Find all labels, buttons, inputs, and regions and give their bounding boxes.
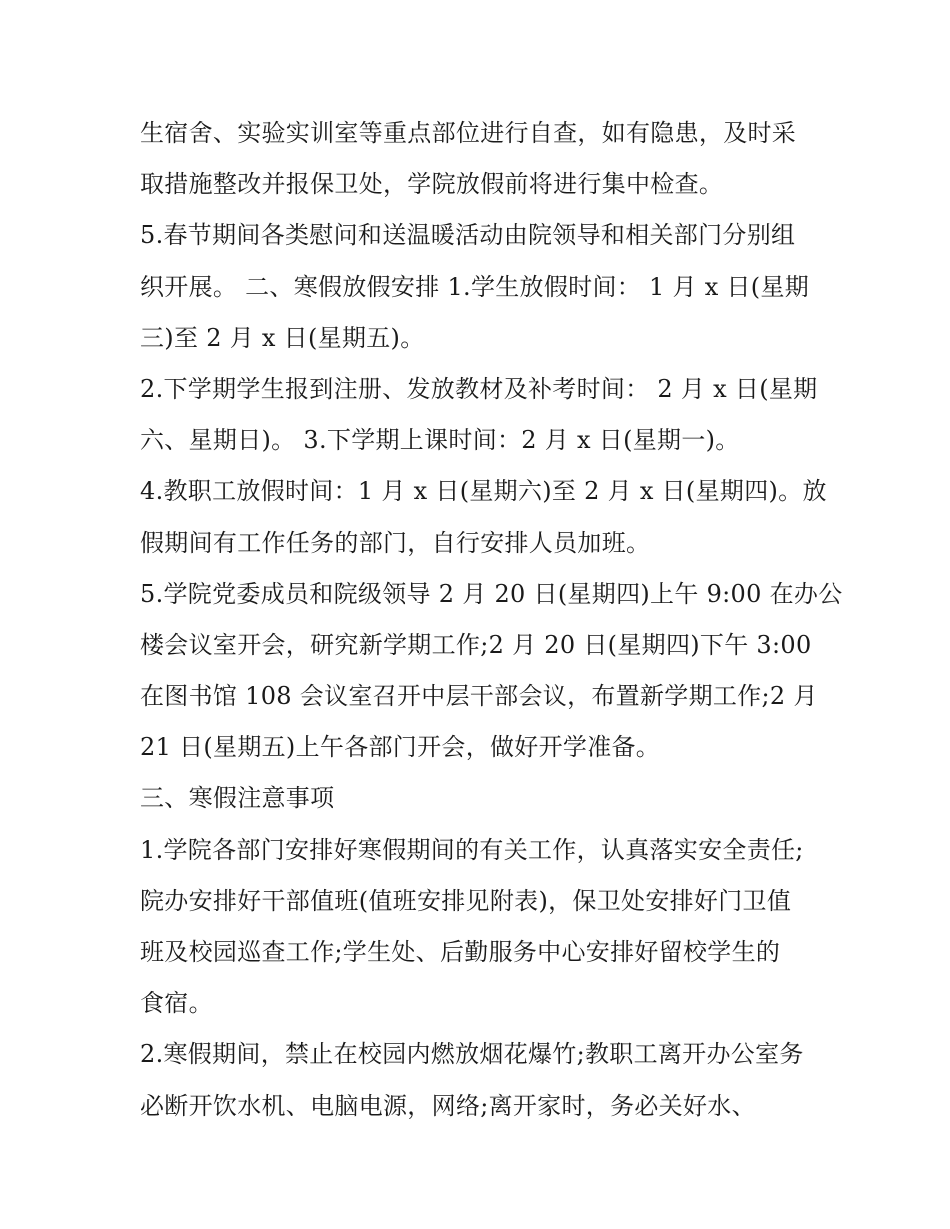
text-line: 21 日(星期五)上午各部门开会，做好开学准备。 bbox=[140, 733, 661, 762]
text-line: 5.学院党委成员和院级领导 2 月 20 日(星期四)上午 9:00 在办公 bbox=[140, 579, 843, 608]
text-line: 1.学院各部门安排好寒假期间的有关工作，认真落实安全责任; bbox=[140, 835, 804, 864]
text-line: 必断开饮水机、电脑电源，网络;离开家时，务必关好水、 bbox=[140, 1091, 756, 1120]
text-line: 5.春节期间各类慰问和送温暖活动由院领导和相关部门分别组 bbox=[140, 221, 796, 250]
text-line: 食宿。 bbox=[140, 989, 213, 1018]
text-line: 院办安排好干部值班(值班安排见附表)，保卫处安排好门卫值 bbox=[140, 886, 792, 915]
text-line: 假期间有工作任务的部门，自行安排人员加班。 bbox=[140, 528, 651, 557]
text-line: 取措施整改并报保卫处，学院放假前将进行集中检查。 bbox=[140, 170, 724, 199]
text-line: 4.教职工放假时间：1 月 x 日(星期六)至 2 月 x 日(星期四)。放 bbox=[140, 477, 827, 506]
text-line: 班及校园巡查工作;学生处、后勤服务中心安排好留校学生的 bbox=[140, 938, 781, 966]
text-line: 楼会议室开会，研究新学期工作;2 月 20 日(星期四)下午 3:00 bbox=[140, 630, 812, 659]
text-line: 2.寒假期间，禁止在校园内燃放烟花爆竹;教职工离开办公室务 bbox=[140, 1040, 804, 1069]
document-body bbox=[140, 108, 843, 1132]
text-line: 织开展。 二、寒假放假安排 1.学生放假时间： 1 月 x 日(星期 bbox=[140, 272, 810, 301]
text-line: 六、星期日)。 3.下学期上课时间：2 月 x 日(星期一)。 bbox=[140, 426, 740, 455]
section-heading: 三、寒假注意事项 bbox=[140, 784, 335, 813]
text-line: 在图书馆 108 会议室召开中层干部会议，布置新学期工作;2 月 bbox=[140, 682, 818, 711]
text-line: 生宿舍、实验实训室等重点部位进行自查，如有隐患，及时采 bbox=[140, 119, 797, 147]
text-line: 2.下学期学生报到注册、发放教材及补考时间： 2 月 x 日(星期 bbox=[140, 374, 818, 403]
text-line: 三)至 2 月 x 日(星期五)。 bbox=[140, 323, 425, 352]
